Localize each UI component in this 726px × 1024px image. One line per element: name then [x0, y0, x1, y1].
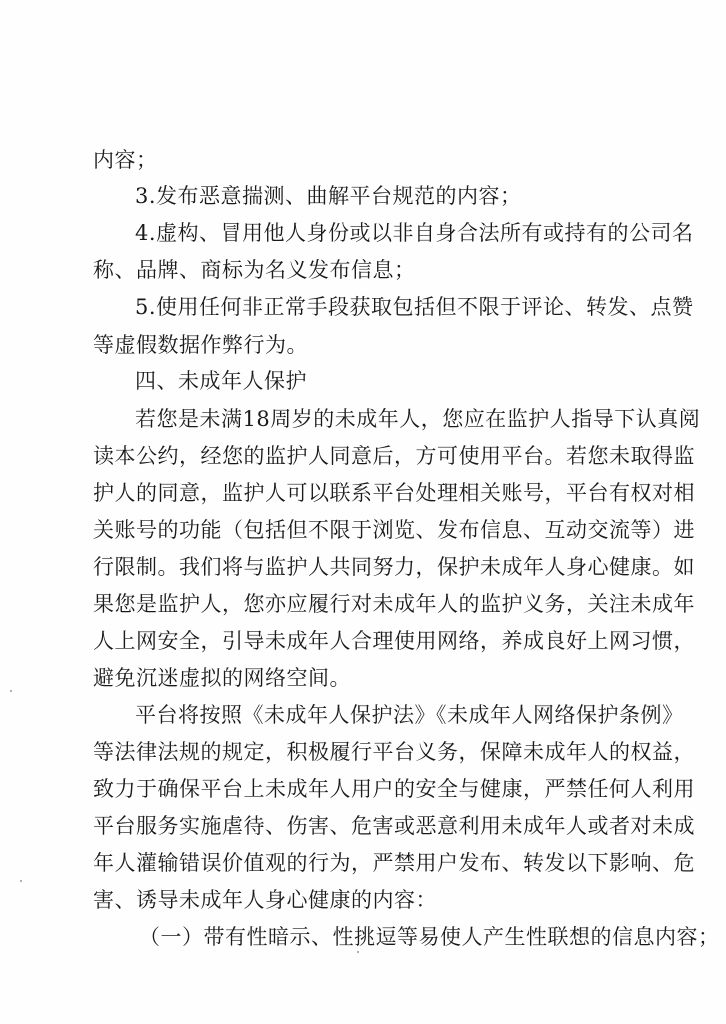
text-line-4: 称、品牌、商标为名义发布信息；	[93, 258, 416, 282]
text-line-20: 年人灌输错误价值观的行为，严禁用户发布、转发以下影响、危	[93, 851, 695, 875]
text-line-16: 平台将按照《未成年人保护法》《未成年人网络保护条例》	[135, 703, 684, 727]
text-line-22: （一）带有性暗示、性挑逗等易使人产生性联想的信息内容；	[139, 925, 720, 949]
text-line-13: 果您是监护人，您亦应履行对未成年人的监护义务，关注未成年	[93, 592, 695, 616]
text-line-2: 3.发布恶意揣测、曲解平台规范的内容；	[135, 184, 522, 208]
text-line-18: 致力于确保平台上未成年人用户的安全与健康，严禁任何人利用	[93, 777, 695, 801]
text-line-5: 5.使用任何非正常手段获取包括但不限于评论、转发、点赞	[135, 295, 694, 319]
scan-speck	[357, 951, 359, 953]
text-line-17: 等法律法规的规定，积极履行平台义务，保障未成年人的权益，	[93, 740, 695, 764]
scan-speck	[20, 880, 22, 882]
text-line-1: 内容；	[93, 148, 158, 172]
text-line-12: 行限制。我们将与监护人共同努力，保护未成年人身心健康。如	[93, 555, 695, 579]
text-line-11: 关账号的功能（包括但不限于浏览、发布信息、互动交流等）进	[93, 518, 695, 542]
scan-speck	[10, 690, 12, 692]
section-heading-minor-protection: 四、未成年人保护	[135, 369, 307, 393]
text-line-21: 害、诱导未成年人身心健康的内容：	[93, 888, 437, 912]
text-line-8: 若您是未满18周岁的未成年人，您应在监护人指导下认真阅	[135, 407, 701, 431]
text-line-9: 读本公约，经您的监护人同意后，方可使用平台。若您未取得监	[93, 444, 695, 468]
text-line-15: 避免沉迷虚拟的网络空间。	[93, 666, 351, 690]
text-line-14: 人上网安全，引导未成年人合理使用网络，养成良好上网习惯，	[93, 629, 695, 653]
text-line-10: 护人的同意，监护人可以联系平台处理相关账号，平台有权对相	[93, 481, 695, 505]
text-line-19: 平台服务实施虐待、伤害、危害或恶意利用未成年人或者对未成	[93, 814, 695, 838]
text-line-6: 等虚假数据作弊行为。	[93, 333, 308, 357]
text-line-3: 4.虚构、冒用他人身份或以非自身合法所有或持有的公司名	[135, 221, 694, 245]
